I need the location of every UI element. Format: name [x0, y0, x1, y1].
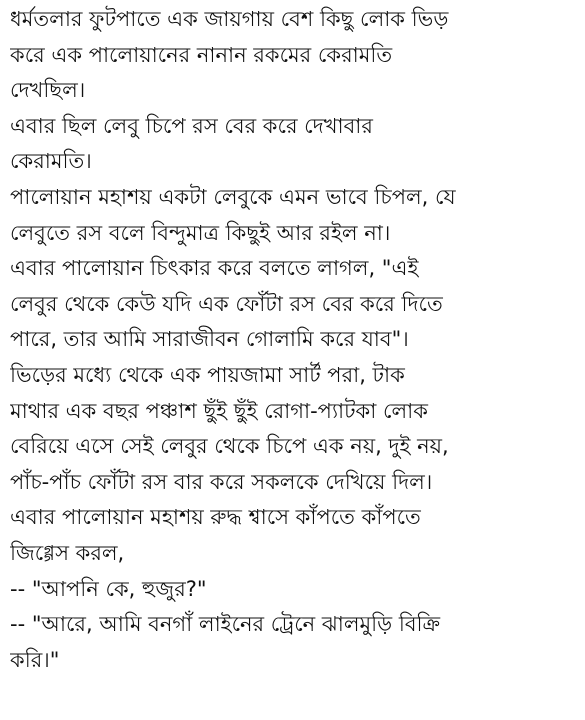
- story-line: ভিড়ের মধ্যে থেকে এক পায়জামা সার্ট পরা, টাক: [10, 362, 405, 387]
- story-line: পাঁচ-পাঁচ ফোঁটা রস বার করে সকলকে দেখিয়ে দিল।: [10, 469, 433, 494]
- story-line: ধর্মতলার ফুটপাতে এক জায়গায় বেশ কিছু লোক ভিড়: [10, 7, 449, 31]
- story-line: পালোয়ান মহাশয় একটা লেবুকে এমন ভাবে চিপল, যে: [10, 184, 456, 209]
- story-line: লেবুর থেকে কেউ যদি এক ফোঁটা রস বের করে দিতে: [10, 291, 443, 316]
- story-line: জিগ্গেস করল,: [10, 540, 125, 565]
- story-line: এবার ছিল লেবু চিপে রস বের করে দেখাবার: [10, 113, 373, 138]
- story-line: করি।": [10, 647, 60, 672]
- story-line: -- "আরে, আমি বনগাঁ লাইনের ট্রেনে ঝালমুড়ি বিক্রি: [10, 612, 441, 637]
- story-line: এবার পালোয়ান চিৎকার করে বলতে লাগল, "এই: [10, 256, 419, 281]
- story-line: -- "আপনি কে, হুজুর?": [10, 576, 207, 601]
- story-line: এবার পালোয়ান মহাশয় রুদ্ধ শ্বাসে কাঁপতে কাঁপতে: [10, 505, 421, 530]
- story-line: বেরিয়ে এসে সেই লেবুর থেকে চিপে এক নয়, দুই নয়,: [10, 434, 449, 459]
- story-line: কেরামতি।: [10, 149, 92, 174]
- story-line: করে এক পালোয়ানের নানান রকমের কেরামতি: [10, 42, 393, 67]
- story-text: [10, 2, 578, 678]
- story-line: মাথার এক বছর পঞ্চাশ ছুঁই ছুঁই রোগা-প্যাটকা লোক: [10, 398, 428, 423]
- story-line: লেবুতে রস বলে বিন্দুমাত্র কিছুই আর রইল না।: [10, 220, 391, 245]
- story-line: দেখছিল।: [10, 78, 86, 103]
- story-line: পারে, তার আমি সারাজীবন গোলামি করে যাব"।: [10, 327, 409, 352]
